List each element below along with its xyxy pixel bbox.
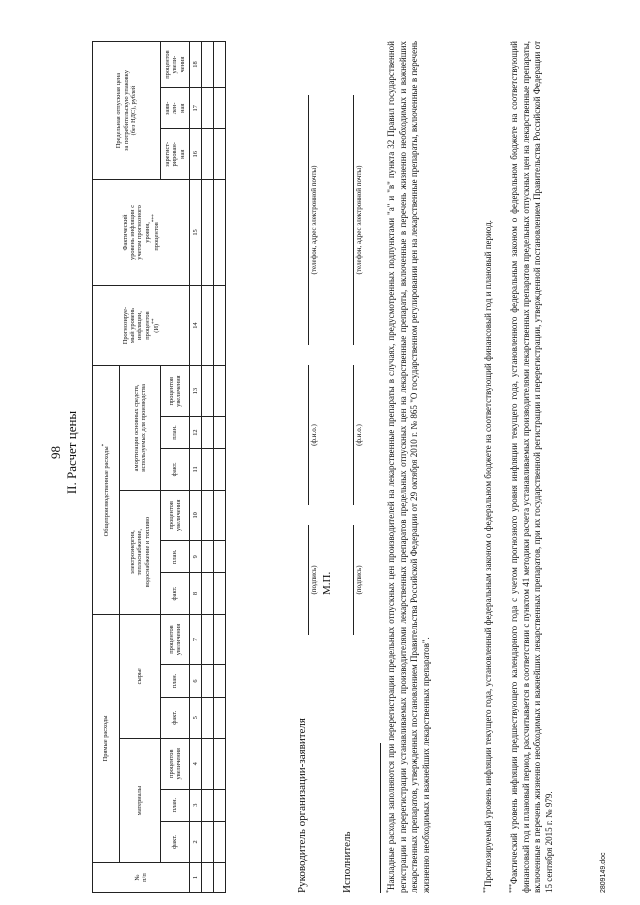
price-calculation-table [92, 41, 226, 893]
header-max-price-text: Предельная отпускная цена за потребительскую упаковку (без НДС), рублей [115, 70, 138, 151]
col-number: 10 [190, 490, 202, 541]
sub-fakt: факт. [161, 449, 190, 490]
col-number: 9 [190, 541, 202, 573]
header-forecast-text: Прогнозируе- мый уровень инфляции, процентов (И) [121, 306, 161, 345]
col-number: 17 [190, 88, 202, 129]
footnote-2-text: Прогнозируемый уровень инфляции текущего года, установленный федеральным законом о федеральном бюджете на соответствующий финансовый год и плановый период. [483, 220, 493, 887]
header-actual-text: Фактический уровень инфляции с учетом прогнозного уровня, процентов [121, 204, 161, 260]
footnote-3-text: Фактический уровень инфляции предшествующего календарного года с учетом прогнозного уровня инфляции текущего года, установленного федеральным законом о федеральном бюджете на соответствующий финансовый год и плановый период, рассчитывается в соответствии с пунктом 41 методики расчета устанавливаемых производителями лекарственных препаратов предельных отпускных цен на лекарственные препараты, включенные в перечень жизненно необходимых и важнейших лекарственных препаратов, при их государственной регистрации и перерегистрации, утвержденной постановлением Правительства Российской Федерации от 15 сентября 2015 г. № 979. [509, 41, 554, 893]
exec-phone-caption: (телефон, адрес электронной почты) [355, 165, 363, 275]
exec-name-line [353, 365, 354, 505]
sub-pct-up-text: процентов увели- чения [163, 50, 186, 79]
executor-label: Исполнитель [341, 831, 353, 893]
footnote-3 [509, 41, 555, 893]
sub-registered-text: зарегист- рирован- ная [163, 141, 186, 167]
table-row [214, 42, 226, 893]
stamp-place: М.П. [321, 571, 333, 595]
header-forecast-inflation [93, 285, 190, 365]
sub-pct [161, 366, 190, 417]
sub-plan: план. [161, 416, 190, 448]
sub-declared-text: заяв- лен- ная [163, 101, 186, 116]
head-phone-caption: (телефон, адрес электронной почты) [310, 165, 318, 275]
col-number: 7 [190, 614, 202, 665]
footnote-2-mark: ** [483, 887, 489, 893]
header-num-text: № п/п [133, 873, 148, 882]
section-title: II. Расчет цены [64, 410, 79, 495]
footnote-1-mark: * [386, 890, 392, 893]
header-max-price [93, 42, 161, 180]
header-actual-inflation [93, 180, 190, 286]
col-number: 4 [190, 738, 202, 789]
sub-registered [161, 129, 190, 180]
head-sign-caption: (подпись) [310, 565, 318, 595]
sub-plan: план. [161, 541, 190, 573]
header-overhead [93, 366, 120, 614]
sub-pct [161, 490, 190, 541]
head-name-line [308, 365, 309, 505]
page-number: 98 [48, 446, 63, 459]
footnote-2 [483, 41, 495, 893]
actual-footnote-mark: *** [150, 214, 157, 223]
sub-pct-text: процентов увеличения [167, 748, 182, 780]
col-number: 13 [190, 366, 202, 417]
col-number: 2 [190, 821, 202, 862]
exec-sign-line [353, 525, 354, 635]
forecast-footnote-mark: ** [150, 318, 157, 324]
col-number: 12 [190, 416, 202, 448]
sub-fakt: факт. [161, 821, 190, 862]
footnote-1-text: Накладные расходы заполняются при перерегистрации предельных отпускных цен производителей на лекарственные препараты в случаях, предусмотренных подпунктами "а" и "в" пункта 32 Правил государственной регистрации и перерегистрации устанавливаемых производителями лекарственных препаратов предельных отпускных цен на лекарственные препараты, включенные в перечень жизненно необходимых и важнейших лекарственных препаратов, утвержденных постановлением Правительства Российской Федерации от 29 октября 2010 г. № 865 "О государственном регулировании цен на лекарственные препараты, включенные в перечень жизненно необходимых и важнейших лекарственных препаратов". [386, 41, 431, 893]
exec-sign-caption: (подпись) [355, 565, 363, 595]
header-energy-text: электроэнергия, теплоснабжение, водоснабжение и топливо [128, 516, 151, 588]
col-number: 14 [190, 285, 202, 365]
sub-pct [161, 738, 190, 789]
col-number: 1 [190, 863, 202, 893]
sub-plan: план. [161, 789, 190, 821]
col-number: 18 [190, 42, 202, 88]
footnote-3-mark: *** [509, 884, 515, 893]
header-materials: материалы [120, 738, 161, 862]
header-raw: сырье [120, 614, 161, 738]
sub-plan: план. [161, 665, 190, 697]
sub-pct-text: процентов увеличения [167, 499, 182, 532]
head-phone-line [308, 95, 309, 345]
sub-pct-text: процентов увеличения [167, 623, 182, 656]
overhead-footnote-mark: * [101, 443, 108, 447]
header-energy [120, 490, 161, 614]
header-direct-costs: Прямые расходы [93, 614, 120, 862]
exec-name-caption: (ф.и.о.) [355, 424, 363, 446]
col-number: 8 [190, 573, 202, 614]
col-number: 5 [190, 697, 202, 738]
head-sign-line [308, 525, 309, 635]
exec-phone-line [353, 95, 354, 345]
col-number: 6 [190, 665, 202, 697]
footnote-1 [386, 41, 432, 893]
header-num [93, 863, 190, 893]
sub-pct-text: процентов увеличения [167, 375, 182, 407]
head-label: Руководитель организации-заявителя [296, 718, 308, 893]
table-row [202, 42, 214, 893]
col-number: 3 [190, 789, 202, 821]
head-name-caption: (ф.и.о.) [310, 424, 318, 446]
sub-pct [161, 614, 190, 665]
sub-pct-up [161, 42, 190, 88]
col-number: 15 [190, 180, 202, 286]
sub-declared [161, 88, 190, 129]
header-overhead-text: Общепроизводственные расходы [103, 446, 111, 537]
footnote-divider [380, 743, 381, 893]
sub-fakt: факт. [161, 573, 190, 614]
sub-fakt: факт. [161, 697, 190, 738]
col-number: 16 [190, 129, 202, 180]
col-number: 11 [190, 449, 202, 490]
doc-id: 2809149.doc [600, 852, 607, 893]
header-amort-text: амортизация основных средств, используемых для производства [132, 384, 147, 472]
header-amortization [120, 366, 161, 490]
